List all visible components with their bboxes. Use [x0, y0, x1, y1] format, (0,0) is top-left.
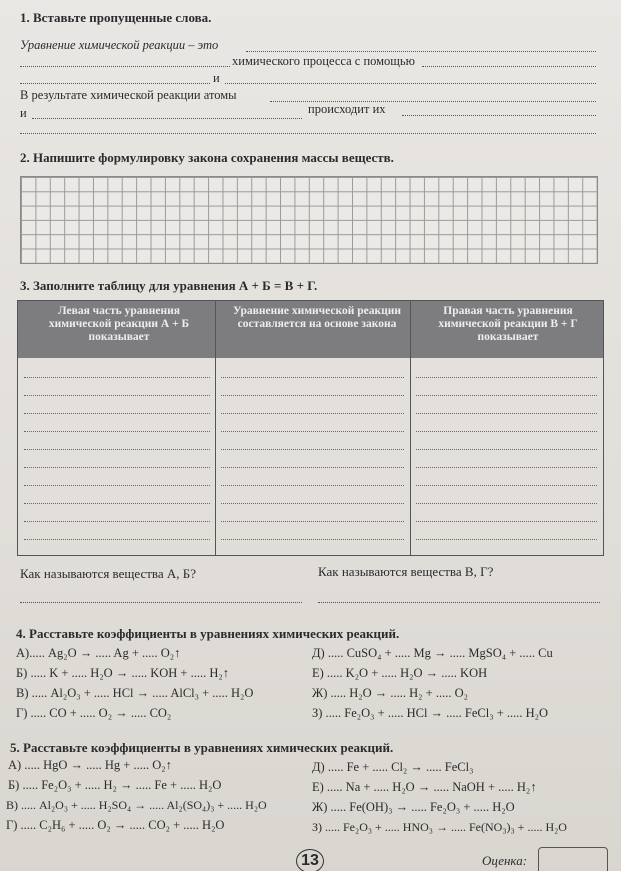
table-row[interactable]: [24, 449, 210, 450]
blank-line[interactable]: [20, 66, 230, 67]
table-row[interactable]: [416, 539, 597, 540]
equation[interactable]: Б) ..... K + ..... H₂O → ..... KOH + ..... H₂↑: [16, 666, 229, 680]
equation[interactable]: Ж) ..... Fe(OH)₃ → ..... Fe₂O₃ + ..... H₂O: [312, 800, 515, 814]
blank-line[interactable]: [20, 83, 210, 84]
equation[interactable]: З) ..... Fe₂O₃ + ..... HNO₃ → ..... Fe(NO₃)₃ + ..... H₂O: [312, 820, 567, 834]
table-row[interactable]: [221, 395, 404, 396]
task2-title: 2. Напишите формулировку закона сохранения массы веществ.: [20, 150, 394, 165]
blank-line[interactable]: [246, 51, 596, 52]
equation[interactable]: В) ..... Al₂O₃ + ..... HCl → ..... AlCl₃ + ..... H₂O: [16, 686, 254, 700]
table-row[interactable]: [416, 485, 597, 486]
table-row[interactable]: [24, 431, 210, 432]
table-row[interactable]: [24, 413, 210, 414]
table-row[interactable]: [416, 521, 597, 522]
table-row[interactable]: [24, 395, 210, 396]
task3-title: 3. Заполните таблицу для уравнения А + Б = В + Г.: [20, 278, 318, 293]
blank-line[interactable]: [422, 66, 596, 67]
task1-line4-text: В результате химической реакции атомы: [20, 88, 237, 102]
equation[interactable]: З) ..... Fe₂O₃ + ..... HCl → ..... FeCl₃ + ..... H₂O: [312, 706, 549, 720]
table-row[interactable]: [24, 539, 210, 540]
table-row[interactable]: [416, 467, 597, 468]
question-ab: Как называются вещества А, Б?: [20, 566, 197, 581]
table-row[interactable]: [24, 485, 210, 486]
answer-grid[interactable]: [20, 176, 598, 264]
table-row[interactable]: [221, 377, 404, 378]
table-header-cell: Левая часть уравнения химической реакции А + Б показывает: [48, 305, 190, 343]
question-vg: Как называются вещества В, Г?: [318, 564, 494, 579]
table-header-cell: Правая часть уравнения химической реакции В + Г показывает: [438, 305, 578, 343]
task1-line5-start: и: [20, 106, 27, 120]
equation[interactable]: Е) ..... Na + ..... H₂O → ..... NaOH + ..... H₂↑: [312, 780, 537, 794]
equation[interactable]: Г) ..... CO + ..... O₂ → ..... CO₂: [16, 706, 172, 720]
equation[interactable]: Г) ..... C₂H₆ + ..... O₂ → ..... CO₂ + ..... H₂O: [6, 818, 225, 832]
equation[interactable]: Д) ..... CuSO₄ + ..... Mg → ..... MgSO₄ + ..... Cu: [312, 646, 553, 660]
blank-line[interactable]: [20, 133, 596, 134]
equation[interactable]: Д) ..... Fe + ..... Cl₂ → ..... FeCl₃: [312, 760, 474, 774]
table-header-cell: Уравнение химической реакции составляется на основе закона: [233, 305, 401, 330]
table-row[interactable]: [24, 377, 210, 378]
equation[interactable]: А)..... Ag₂O → ..... Ag + ..... O₂↑: [16, 646, 181, 660]
table-row[interactable]: [416, 449, 597, 450]
equation[interactable]: Е) ..... K₂O + ..... H₂O → ..... KOH: [312, 666, 488, 680]
table-row[interactable]: [416, 377, 597, 378]
table-row[interactable]: [221, 521, 404, 522]
table-row[interactable]: [221, 485, 404, 486]
table-row[interactable]: [416, 503, 597, 504]
grade-label: Оценка:: [482, 853, 528, 868]
table-row[interactable]: [24, 503, 210, 504]
equation[interactable]: Ж) ..... H₂O → ..... H₂ + ..... O₂: [312, 686, 468, 700]
equation[interactable]: А) ..... HgO → ..... Hg + ..... O₂↑: [8, 758, 172, 772]
table-row[interactable]: [221, 467, 404, 468]
table-row[interactable]: [24, 521, 210, 522]
blank-line[interactable]: [20, 602, 302, 603]
task4-title: 4. Расставьте коэффициенты в уравнениях химических реакций.: [16, 626, 400, 641]
blank-line[interactable]: [402, 115, 596, 116]
task1-title: 1. Вставьте пропущенные слова.: [20, 10, 212, 25]
equation[interactable]: В) ..... Al₂O₃ + ..... H₂SO₄ → ..... Al₂(SO₄)₃ + ..... H₂O: [6, 798, 267, 812]
table-row[interactable]: [416, 395, 597, 396]
table-row[interactable]: [416, 413, 597, 414]
table-row[interactable]: [221, 449, 404, 450]
task1-line5-mid: происходит их: [308, 102, 386, 116]
task1-line3-text: и: [213, 71, 220, 85]
page-number: 13: [296, 849, 324, 871]
table-row[interactable]: [221, 539, 404, 540]
task1-line1-text: Уравнение химической реакции – это: [20, 38, 219, 52]
table-row[interactable]: [221, 413, 404, 414]
blank-line[interactable]: [318, 602, 600, 603]
equation[interactable]: Б) ..... Fe₂O₃ + ..... H₂ → ..... Fe + ..... H₂O: [8, 778, 222, 792]
answer-table: [17, 300, 604, 556]
table-row[interactable]: [24, 467, 210, 468]
blank-line[interactable]: [225, 83, 596, 84]
table-row[interactable]: [221, 503, 404, 504]
blank-line[interactable]: [32, 118, 302, 119]
table-row[interactable]: [221, 431, 404, 432]
table-row[interactable]: [416, 431, 597, 432]
table-divider: [215, 301, 216, 555]
table-divider: [410, 301, 411, 555]
grade-box[interactable]: [538, 847, 608, 871]
task5-title: 5. Расставьте коэффициенты в уравнениях химических реакций.: [10, 740, 394, 755]
task1-line2-text: химического процесса с помощью: [232, 54, 415, 68]
